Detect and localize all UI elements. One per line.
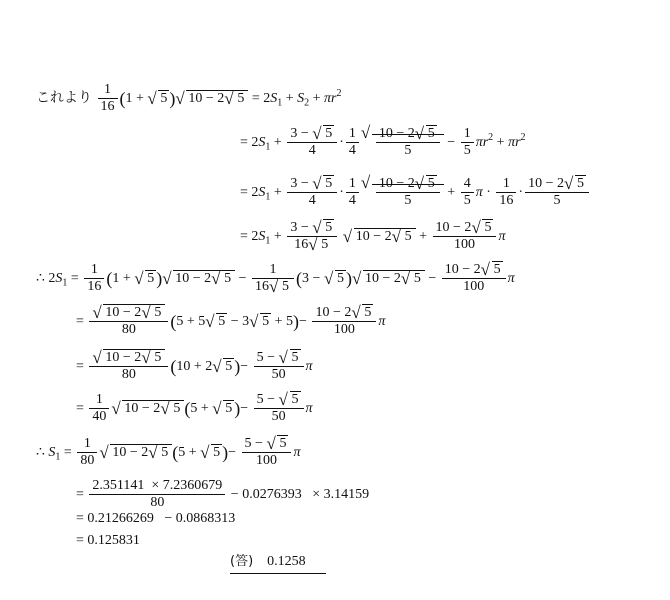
equation-line-3: = $2S_1$ + $\frac{3 - √ 5}{4}$ · $\frac{1}{4}$ √ $\frac{10 - 2√ 5}{5}$ + $\frac{4}{5}$ π · $\frac{1}{16}$ · $\frac{10 - 2√ 5}{5}$ [240, 176, 591, 209]
equation-line-11: = 0.21266269 − 0.0868313 [76, 511, 236, 526]
equation-line-1: これより $\frac{1}{16}$ (1 + √ 5 )√ 10 − 2√ $5 = 2S_1 + S_2 + \pi r^2$ [36, 82, 342, 115]
equation-line-7: = √ $\frac{10 - 2√ 5}{80}$ (10 + 2√ 5 )− $\frac{5 - √ 5}{50}$ π [76, 350, 313, 383]
final-answer [230, 550, 326, 574]
equation-line-5: ∴ $2S_1$ = $\frac{1}{16}$ (1 + √ 5 )√ 10 − 2√ 5 − $\frac{1}{16√ 5}$ (3 − √ 5 )√ 10 − 2√ 5 − $\frac{10 - 2√ 5}{100}$ π [36, 262, 515, 295]
equation-line-2: = $2S_1$ + $\frac{3 - √ 5}{4}$ · $\frac{1}{4}$ √ $\frac{10 - 2√ 5}{5}$ − $\frac{1}{5}$ $\pi r^2 + \pi r^2$ [240, 126, 526, 159]
equation-line-9: ∴ $S_1$ = $\frac{1}{80}$ √ 10 − 2√ 5 (5 + √ 5 )− $\frac{5 - √ 5}{100}$ π [36, 436, 300, 469]
equation-line-10: = $\frac{2.351141 \times 7.2360679}{80}$ − 0.0276393 × 3.14159 [76, 478, 370, 511]
equation-line-12: = 0.125831 [76, 533, 140, 548]
equation-line-8: = $\frac{1}{40}$ √ 10 − 2√ 5 (5 + √ 5 )− $\frac{5 - √ 5}{50}$ π [76, 392, 313, 425]
equation-line-4: = $2S_1$ + $\frac{3 - √ 5}{16√ 5}$ √ 10 − 2√ 5 + $\frac{10 - 2√ 5}{100}$ π [240, 220, 505, 253]
answer-mark: (答) [230, 554, 254, 569]
intro-text: これより [36, 90, 92, 106]
fraction: $\frac{1}{16}$ [98, 82, 118, 115]
answer-value: 0.1258 [267, 554, 306, 569]
equation-line-6: = √ $\frac{10 - 2√ 5}{80}$ (5 + 5√ 5 − 3√ 5 + 5)− $\frac{10 - 2√ 5}{100}$ π [76, 305, 385, 338]
